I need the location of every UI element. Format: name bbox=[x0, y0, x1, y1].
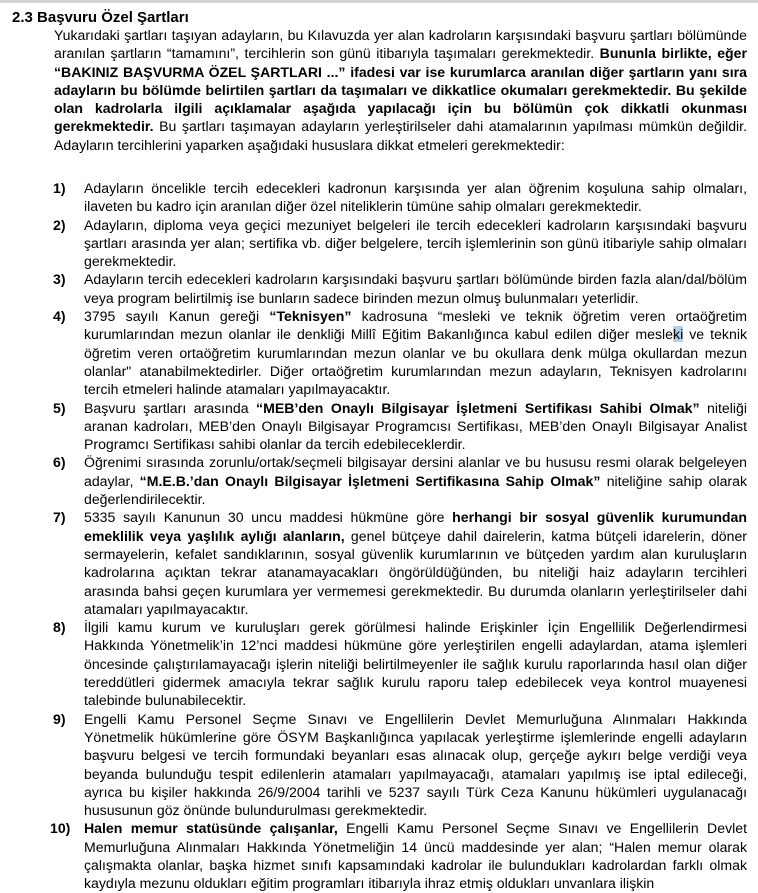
item-bold-text: herhangi bir sosyal güvenlik kurumundan emeklilik veya yaşlılık aylığı alanların, bbox=[84, 509, 747, 544]
conditions-list bbox=[50, 179, 748, 893]
item-bold-text: Halen memur statüsünde çalışanlar, bbox=[84, 820, 338, 837]
intro-bold-warning: Bununla birlikte, eğer “BAKINIZ BAŞVURMA ÖZEL ŞARTLARI ...” ifadesi var ise kurumlarca aranılan diğer şartların yanı sıra adayların bu bölümde belirtilen şartları da taşımaları ve dikkatlice okumaları gerekmektedir. Bu şekilde olan kadrolarla ilgili açıklamalar aşağıda yapılacağı için bu bölümün çok dikkatli okunması gerekmektedir. bbox=[54, 45, 747, 135]
item-text: İlgili kamu kurum ve kuruluşları gerek görülmesi halinde Erişkinler İçin Engellilik Değerlendirmesi Hakkında Yönetmelik’in 12’nci maddesi hükmüne göre yerleştirilen engelli adaylardan, atama işlemleri öncesinde çalıştırılamayacağı işlerin niteliği belirtilmeyenler ile sağlık kurulu raporlarında hasıl olan diğer tereddütleri gidermek amacıyla tekrar sağlık kurulu raporu talep edebilecek veya kontrol muayenesi talebinde bulunabilecektir. bbox=[84, 619, 747, 709]
list-item-6 bbox=[53, 453, 747, 508]
item-text: Başvuru şartları arasında bbox=[84, 399, 257, 416]
intro-paragraph bbox=[54, 26, 747, 154]
list-item-1 bbox=[53, 179, 747, 216]
item-text: ve teknik öğretim veren ortaöğretim kurumlarından mezun olanlar ve bu okullara denk mülga okullardan mezun olanlar" atanabilmektedirler. Diğer ortaöğretim kurumlarından mezun adayların, Teknisyen kadrolarını tercih etmeleri halinde atamaları yapılmayacaktır. bbox=[84, 326, 747, 398]
list-item-10 bbox=[50, 819, 748, 892]
item-text: 5335 sayılı Kanunun 30 uncu maddesi hükmüne göre bbox=[84, 509, 453, 526]
item-bold-text: “Teknisyen” bbox=[269, 308, 352, 325]
item-text: genel bütçeye dahil dairelerin, katma bütçeli idarelerin, döner sermayelerin, kefalet sandıklarının, sosyal güvenlik kurumlarının ve bütçeden yardım alan kuruluşların kadrolarına açıktan tekrar atanamayacakları öngörüldüğünden, bu niteliği haiz adayların tercihleri arasında bahsi geçen kurumlara yer vermemesi gerekmektedir. Bu durumda olanların yerleştirilseler dahi atamaları yapılmayacaktır. bbox=[84, 527, 747, 617]
list-item-5 bbox=[53, 399, 747, 454]
item-number: 2) bbox=[53, 216, 66, 233]
viewer-top-border bbox=[0, 0, 758, 3]
item-text: Adayların öncelikle tercih edecekleri kadronun karşısında yer alan öğrenim koşuluna sahip olmaları, ilaveten bu kadro için aranılan diğer özel niteliklerin tümüne sahip olmaları gerekmektedir. bbox=[84, 180, 747, 215]
list-item-7 bbox=[53, 508, 747, 618]
item-number: 8) bbox=[53, 619, 66, 636]
list-item-3 bbox=[53, 270, 747, 307]
item-text: niteliği aranan kadroları, MEB’den Onaylı Bilgisayar Programcısı Sertifikası, MEB’den Onaylı Bilgisayar Analist Programcı Sertifikası sahibi olanlar da tercih edebileceklerdir. bbox=[84, 399, 747, 453]
item-number: 4) bbox=[53, 308, 66, 325]
item-text: Engelli Kamu Personel Seçme Sınavı ve Engellilerin Devlet Memurluğuna Alınmaları Hakkında Yönetmelik hükümlerine göre ÖSYM Başkanlığınca yapılacak yerleştirme işlemlerinde engelli adayların başvuru belgesi ve tercih formundaki beyanları esas alınacak olup, gerçeğe aykırı belge verdiği veya beyanda bulunduğu tespit edilenlerin atamaları yapılmayacağı, atamaları yapılmış ise iptal edileceği, ayrıca bu kişiler hakkında 26/9/2004 tarihli ve 5237 sayılı Türk Ceza Kanunu hükümleri uygulanacağı hususunun göz önünde bulundurulması gerekmektedir. bbox=[84, 710, 747, 819]
item-text: Öğrenimi sırasında zorunlu/ortak/seçmeli bilgisayar dersini alanlar ve bu hususu resmi olarak belgeleyen adaylar, bbox=[84, 454, 747, 489]
list-item-2 bbox=[53, 216, 747, 271]
item-text: Adayların tercih edecekleri kadroların karşısındaki başvuru şartları bölümünde birden fazla alan/dal/bölüm veya program belirtilmiş ise bunların sadece birinden mezun olmuş bulunmaları yeterlidir. bbox=[84, 271, 747, 306]
item-text: Adayların, diploma veya geçici mezuniyet belgeleri ile tercih edecekleri kadroların karşısındaki başvuru şartları arasında yer alan; sertifika vb. diğer belgelere, tercih işlemlerinin son günü itibariyle sahip olmaları gerekmektedir. bbox=[84, 216, 747, 270]
item-number: 3) bbox=[53, 271, 66, 288]
item-number: 5) bbox=[53, 399, 66, 416]
item-text: 3795 sayılı Kanun gereği bbox=[84, 308, 270, 325]
text-selection-highlight[interactable]: ki bbox=[673, 326, 684, 343]
item-text: niteliğine sahip olarak değerlendirilecektir. bbox=[84, 472, 748, 508]
item-bold-text: “MEB’den Onaylı Bilgisayar İşletmeni Sertifikası Sahibi Olmak” bbox=[256, 399, 700, 416]
intro-text-1: Yukarıdaki şartları taşıyan adayların, bu Kılavuzda yer alan kadroların karşısındaki başvuru şartları bölümünde aranılan şartların “tamamını”, tercihlerin son günü itibarıyla taşımaları gerekmektedir. bbox=[54, 27, 747, 62]
list-item-9 bbox=[53, 710, 747, 820]
item-number: 6) bbox=[53, 454, 66, 471]
list-item-8 bbox=[53, 618, 747, 709]
item-bold-text: “M.E.B.’dan Onaylı Bilgisayar İşletmeni Sertifikasına Sahip Olmak” bbox=[139, 472, 601, 489]
item-number: 7) bbox=[53, 509, 66, 526]
item-text: Engelli Kamu Personel Seçme Sınavı ve Engellilerin Devlet Memurluğuna Alınmaları Hakkında Yönetmeliğin 14 üncü maddesinde yer alan; “Halen memur olarak çalışmakta olanlar, başka hizmet sınıfı kapsamındaki kadrolar ile bulundukları kadrolardan farklı olmak kaydıyla mezunu oldukları eğitim programları itibarıyla ihraz etmiş oldukları unvanlara ilişkin bbox=[84, 820, 748, 892]
item-number: 1) bbox=[53, 180, 66, 196]
item-number: 10) bbox=[50, 820, 71, 837]
list-item-4 bbox=[53, 307, 747, 398]
intro-text-2: Bu şartları taşımayan adayların yerleştirilseler dahi atamalarının yapılması mümkün değildir. Adayların tercihlerini yaparken aşağıdaki hususlara dikkat etmeleri gerekmektedir: bbox=[54, 118, 747, 153]
item-number: 9) bbox=[53, 710, 66, 727]
item-text: kadrosuna “mesleki ve teknik öğretim veren ortaöğretim kurumlarından mezun olanlar ile denkliği Millî Eğitim Bakanlığınca kabul edilen diğer mesle bbox=[84, 308, 747, 343]
section-heading: 2.3 Başvuru Özel Şartları bbox=[12, 9, 189, 26]
